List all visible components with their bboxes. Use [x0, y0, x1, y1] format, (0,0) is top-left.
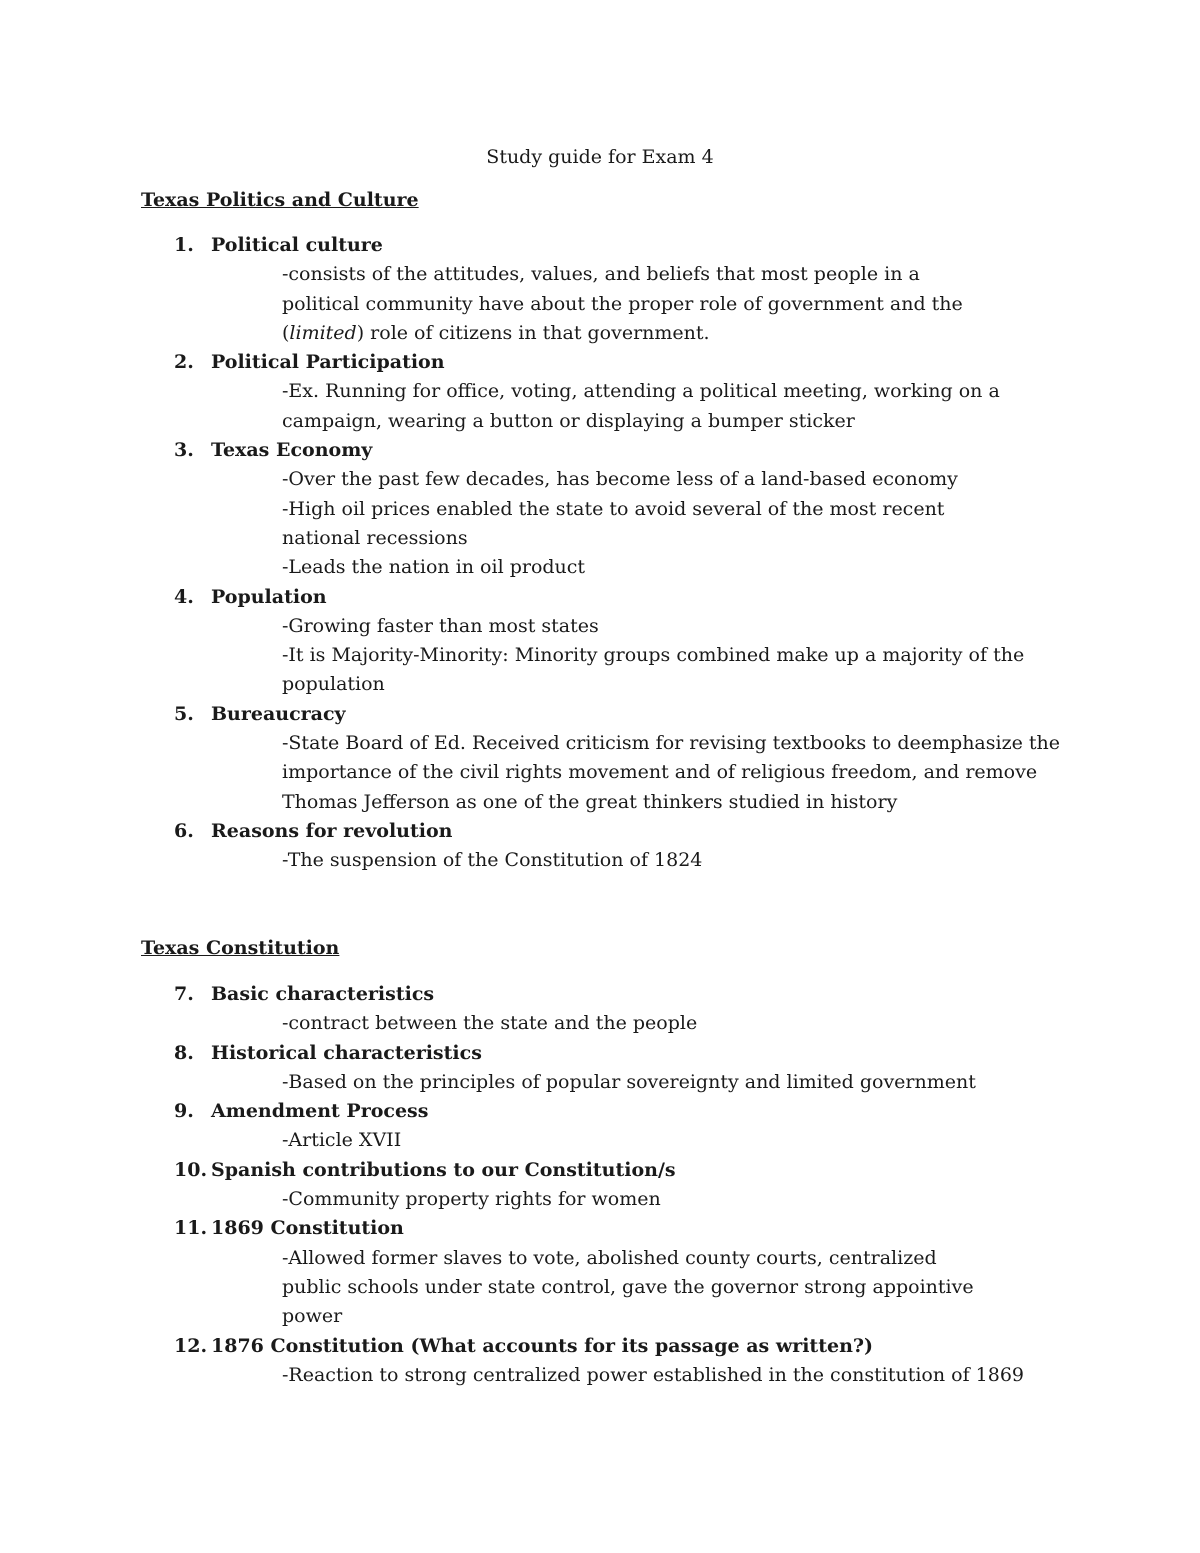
item-text: -contract between the state and the people: [282, 1012, 698, 1035]
item-text: -Reaction to strong centralized power established in the constitution of 1869: [282, 1363, 1024, 1386]
list-item: [0, 583, 1200, 700]
item-label: Texas Economy: [211, 439, 373, 462]
item-text: -Ex. Running for office, voting, attending a political meeting, working on a campaign, wearing a button or displaying a bumper sticker: [282, 380, 1000, 432]
item-number: 11.: [174, 1217, 208, 1240]
item-label: Reasons for revolution: [211, 819, 453, 842]
section-items-texas-politics: [0, 231, 1200, 876]
section-heading-texas-constitution: Texas Constitution: [141, 937, 340, 959]
item-label: Historical characteristics: [211, 1041, 482, 1064]
item-number: 7.: [174, 983, 194, 1005]
page-title: Study guide for Exam 4: [486, 146, 714, 168]
item-number: 8.: [174, 1041, 194, 1064]
item-label: Bureaucracy: [211, 702, 346, 725]
item-label: 1876 Constitution (What accounts for its passage as written?): [211, 1334, 874, 1357]
item-text: -The suspension of the Constitution of 1824: [282, 849, 703, 872]
item-number: 10.: [174, 1158, 208, 1181]
item-text: -Over the past few decades, has become less of a land-based economy -High oil prices enabled the state to avoid several of the most recent national recessions -Leads the nation in oil product: [282, 468, 958, 579]
item-number: 1.: [174, 234, 194, 256]
item-label: Spanish contributions to our Constitution/s: [211, 1158, 676, 1181]
section-heading-texas-politics: Texas Politics and Culture: [141, 189, 419, 211]
list-item: [0, 348, 1200, 436]
item-label: Political culture: [211, 234, 383, 256]
item-number: 12.: [174, 1334, 208, 1357]
list-item: [0, 1097, 1200, 1156]
item-text: -Article XVII: [282, 1129, 402, 1152]
item-number: 5.: [174, 702, 194, 725]
list-item: [0, 1332, 1200, 1391]
item-label: 1869 Constitution: [211, 1217, 404, 1240]
list-item: [0, 1039, 1200, 1098]
item-text: -Community property rights for women: [282, 1188, 661, 1211]
list-item: [0, 700, 1200, 817]
item-text: -Growing faster than most states -It is Majority-Minority: Minority groups combined make up a majority of the population: [282, 614, 1025, 696]
list-item: [0, 1156, 1200, 1215]
item-number: 6.: [174, 819, 194, 842]
item-number: 4.: [174, 585, 194, 608]
item-text: -Allowed former slaves to vote, abolished county courts, centralized public schools under state control, gave the governor strong appointive power: [282, 1246, 974, 1328]
item-label: Political Participation: [211, 351, 445, 374]
item-label: Amendment Process: [211, 1100, 429, 1123]
item-text: -State Board of Ed. Received criticism for revising textbooks to deemphasize the importance of the civil rights movement and of religious freedom, and remove Thomas Jefferson as one of the great thinkers studied in history: [282, 732, 1060, 813]
item-text: -Based on the principles of popular sovereignty and limited government: [282, 1070, 976, 1093]
item-text: -consists of the attitudes, values, and beliefs that most people in a political community have about the proper role of government and the (limited) role of citizens in that government.: [282, 263, 963, 344]
emphasis-text: limited: [289, 321, 357, 344]
item-number: 2.: [174, 351, 194, 374]
section-items-texas-constitution: [0, 980, 1200, 1390]
item-number: 9.: [174, 1100, 194, 1123]
item-label: Population: [211, 585, 327, 608]
list-item: [0, 231, 1200, 348]
list-item: [0, 817, 1200, 876]
item-label: Basic characteristics: [211, 983, 435, 1005]
list-item: [0, 1214, 1200, 1331]
item-number: 3.: [174, 439, 194, 462]
list-item: [0, 436, 1200, 582]
list-item: [0, 980, 1200, 1039]
